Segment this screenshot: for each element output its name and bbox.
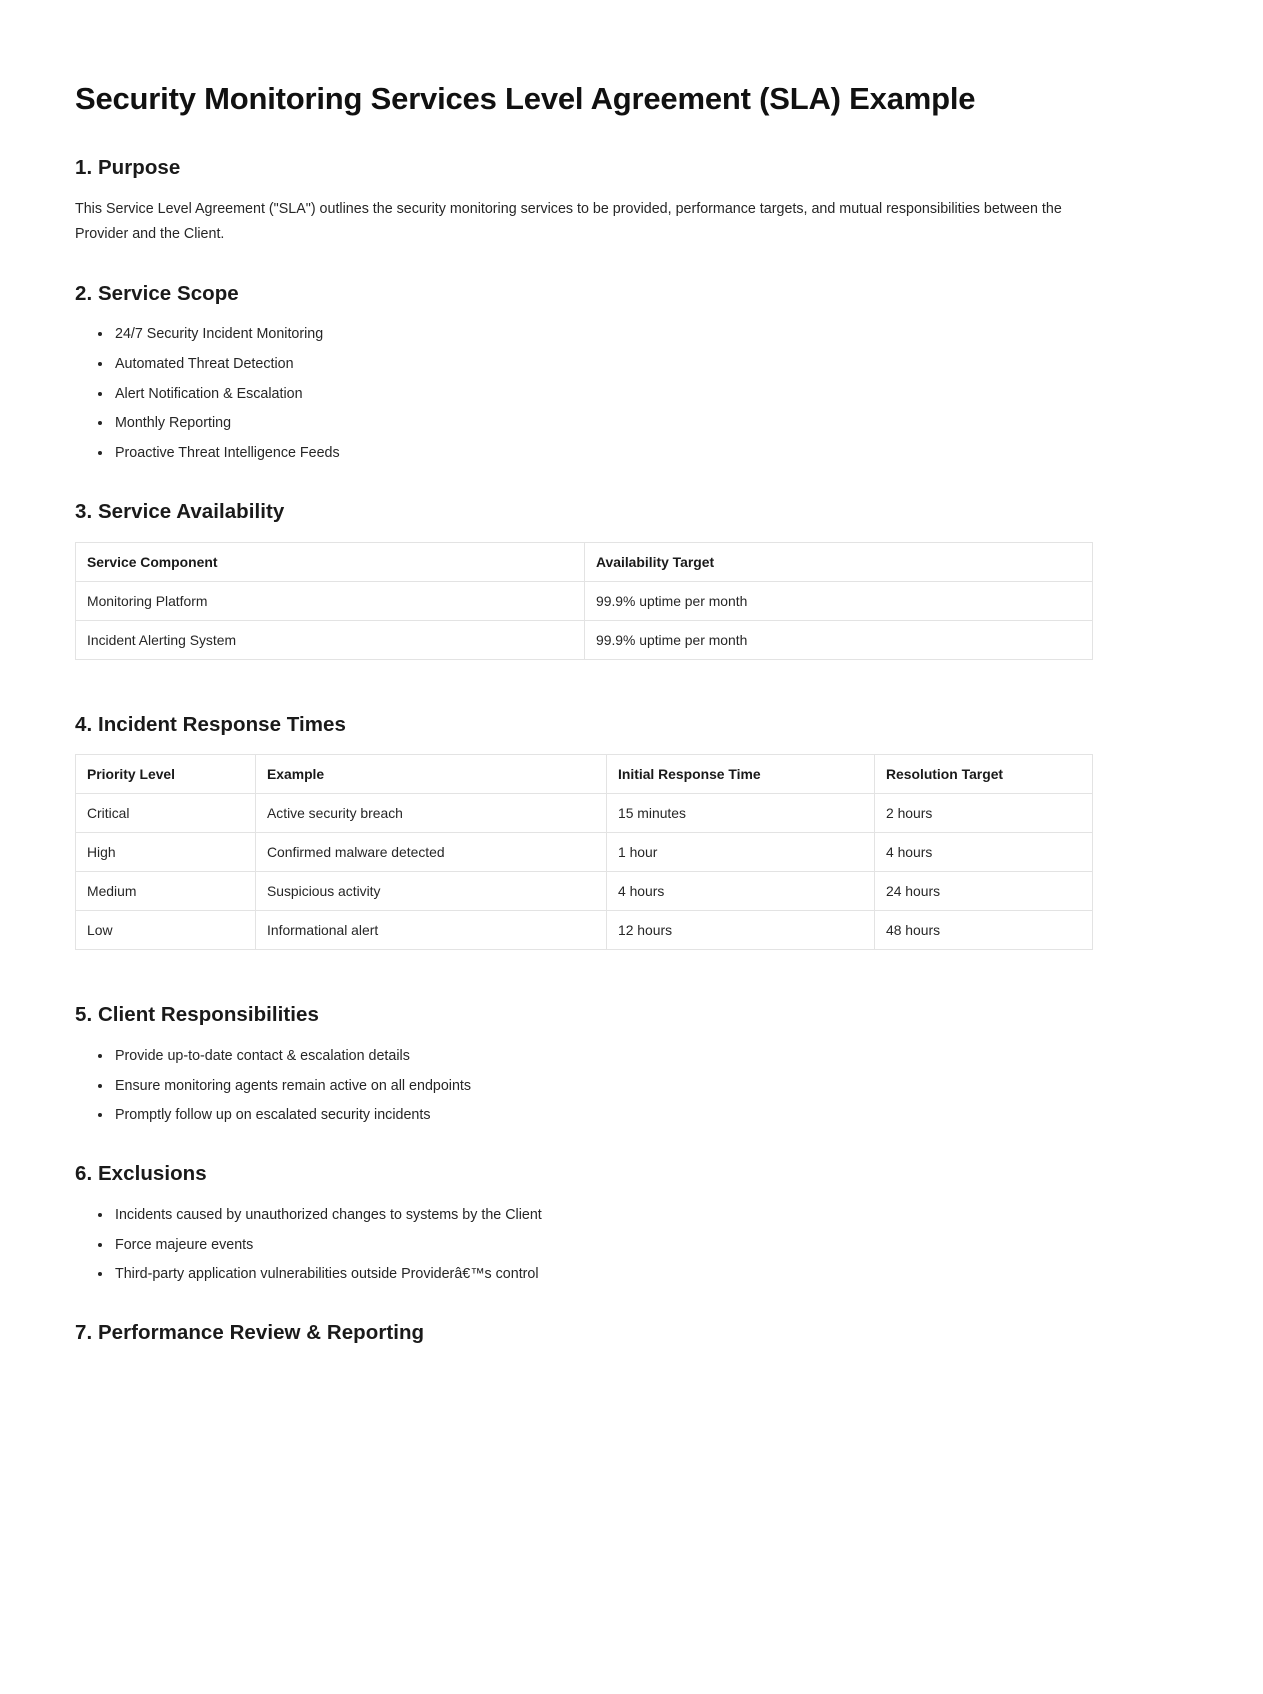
table-cell: Informational alert — [256, 911, 607, 950]
list-item: • 24/7 Security Incident Monitoring — [113, 323, 1188, 346]
table-cell: 2 hours — [875, 794, 1093, 833]
incident-response-times-table — [75, 754, 1093, 950]
section-client-responsibilities — [75, 1002, 1188, 1127]
list-item: • Incidents caused by unauthorized changes to systems by the Client — [113, 1204, 1188, 1227]
list-item: • Promptly follow up on escalated security incidents — [113, 1104, 1188, 1127]
table-row — [76, 581, 1093, 620]
table-cell: 48 hours — [875, 911, 1093, 950]
table-cell: 1 hour — [607, 833, 875, 872]
table-cell: Incident Alerting System — [76, 620, 585, 659]
table-cell: 99.9% uptime per month — [585, 581, 1093, 620]
section-service-scope — [75, 281, 1188, 465]
list-item: • Ensure monitoring agents remain active on all endpoints — [113, 1075, 1188, 1098]
client-responsibilities-list — [75, 1045, 1188, 1127]
table-header-row — [76, 542, 1093, 581]
column-header-service-component: Service Component — [76, 542, 585, 581]
list-item: • Third-party application vulnerabilities outside Providerâ€™s control — [113, 1263, 1188, 1286]
section-heading-service-scope: 2. Service Scope — [75, 281, 239, 305]
list-item: • Alert Notification & Escalation — [113, 383, 1188, 406]
section-heading-client-responsibilities: 5. Client Responsibilities — [75, 1003, 319, 1027]
table-row — [76, 911, 1093, 950]
column-header-resolution-target: Resolution Target — [875, 755, 1093, 794]
column-header-availability-target: Availability Target — [585, 542, 1093, 581]
list-item: • Provide up-to-date contact & escalation details — [113, 1045, 1188, 1068]
section-incident-response-times — [75, 712, 1188, 969]
table-row — [76, 794, 1093, 833]
list-item: • Force majeure events — [113, 1234, 1188, 1257]
exclusions-list — [75, 1204, 1188, 1286]
column-header-initial-response-time: Initial Response Time — [607, 755, 875, 794]
section-purpose — [75, 155, 1188, 247]
section-heading-incident-response-times: 4. Incident Response Times — [75, 712, 346, 736]
table-cell: 99.9% uptime per month — [585, 620, 1093, 659]
list-item: • Monthly Reporting — [113, 412, 1188, 435]
table-cell: Active security breach — [256, 794, 607, 833]
section-service-availability — [75, 499, 1188, 678]
table-cell: Critical — [76, 794, 256, 833]
table-cell: 4 hours — [607, 872, 875, 911]
spacer — [75, 664, 1188, 678]
section-heading-service-availability: 3. Service Availability — [75, 499, 285, 523]
service-availability-table — [75, 542, 1093, 660]
section-performance-review — [75, 1320, 1188, 1347]
table-cell: 12 hours — [607, 911, 875, 950]
service-scope-list — [75, 323, 1188, 465]
table-row — [76, 620, 1093, 659]
table-cell: Low — [76, 911, 256, 950]
table-cell: High — [76, 833, 256, 872]
page-title: Security Monitoring Services Level Agreement (SLA) Example — [75, 81, 976, 116]
table-cell: Confirmed malware detected — [256, 833, 607, 872]
table-cell: Suspicious activity — [256, 872, 607, 911]
list-item: • Automated Threat Detection — [113, 353, 1188, 376]
column-header-example: Example — [256, 755, 607, 794]
table-row — [76, 872, 1093, 911]
table-cell: 4 hours — [875, 833, 1093, 872]
table-header-row — [76, 755, 1093, 794]
section-heading-purpose: 1. Purpose — [75, 155, 181, 179]
table-row — [76, 833, 1093, 872]
section-exclusions — [75, 1161, 1188, 1286]
section-heading-performance-review: 7. Performance Review & Reporting — [75, 1321, 425, 1345]
table-cell: Monitoring Platform — [76, 581, 585, 620]
purpose-paragraph: This Service Level Agreement ("SLA") outlines the security monitoring services to be provided, performance targets, and mutual responsibilities between the Provider and the Client. — [75, 201, 1062, 242]
table-cell: 15 minutes — [607, 794, 875, 833]
spacer — [75, 954, 1188, 968]
column-header-priority-level: Priority Level — [76, 755, 256, 794]
list-item: • Proactive Threat Intelligence Feeds — [113, 442, 1188, 465]
table-cell: 24 hours — [875, 872, 1093, 911]
table-cell: Medium — [76, 872, 256, 911]
section-heading-exclusions: 6. Exclusions — [75, 1162, 207, 1186]
